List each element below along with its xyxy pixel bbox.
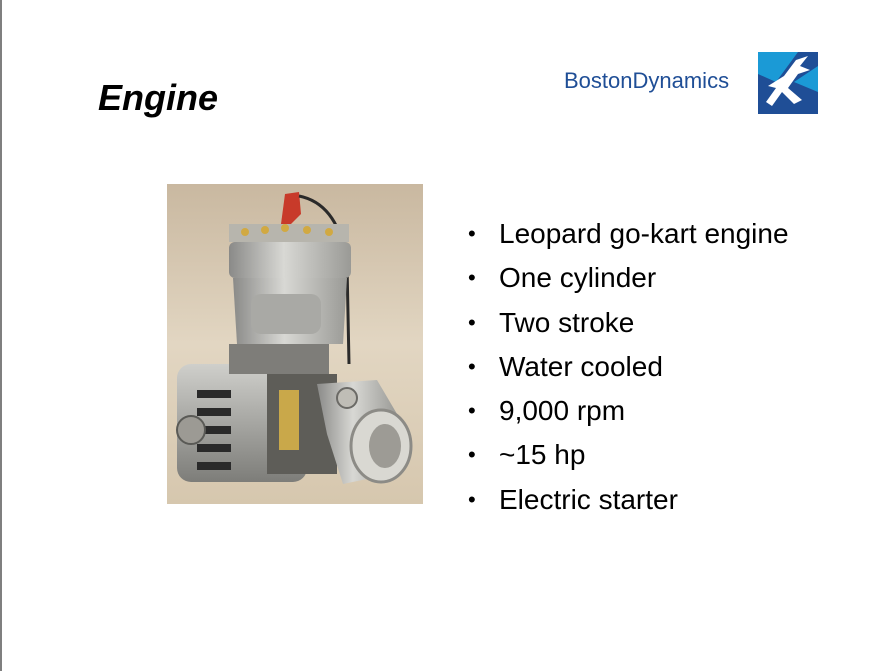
bullet-item <box>468 433 789 477</box>
bullet-text: Electric starter <box>499 483 678 515</box>
logo-word-boston: Boston <box>564 68 633 93</box>
bullet-dot: • <box>468 309 476 335</box>
logo-word-dynamics: Dynamics <box>632 68 730 93</box>
bullet-text: One cylinder <box>499 262 657 294</box>
bullet-dot: • <box>468 486 476 512</box>
bullet-item <box>468 345 789 389</box>
slide-title: Engine <box>98 77 219 118</box>
bullet-item <box>468 389 789 433</box>
bullet-list <box>468 212 789 522</box>
bullet-text: ~15 hp <box>499 439 586 471</box>
bullet-item <box>468 478 789 522</box>
bullet-dot: • <box>468 398 476 424</box>
slide-left-border <box>0 0 2 671</box>
logo-wordmark <box>564 68 729 94</box>
logo-runner-icon <box>758 52 818 114</box>
bullet-item <box>468 256 789 300</box>
bullet-text: Water cooled <box>499 350 663 382</box>
bullet-dot: • <box>468 265 476 291</box>
bullet-item <box>468 212 789 256</box>
bullet-text: Two stroke <box>499 306 635 338</box>
bullet-dot: • <box>468 353 476 379</box>
bullet-dot: • <box>468 442 476 468</box>
bullet-text: Leopard go-kart engine <box>499 218 789 249</box>
bullet-dot: • <box>468 221 476 246</box>
boston-dynamics-logo <box>564 52 820 114</box>
engine-photo <box>167 184 423 504</box>
bullet-item <box>468 301 789 345</box>
bullet-text: 9,000 rpm <box>499 395 626 427</box>
